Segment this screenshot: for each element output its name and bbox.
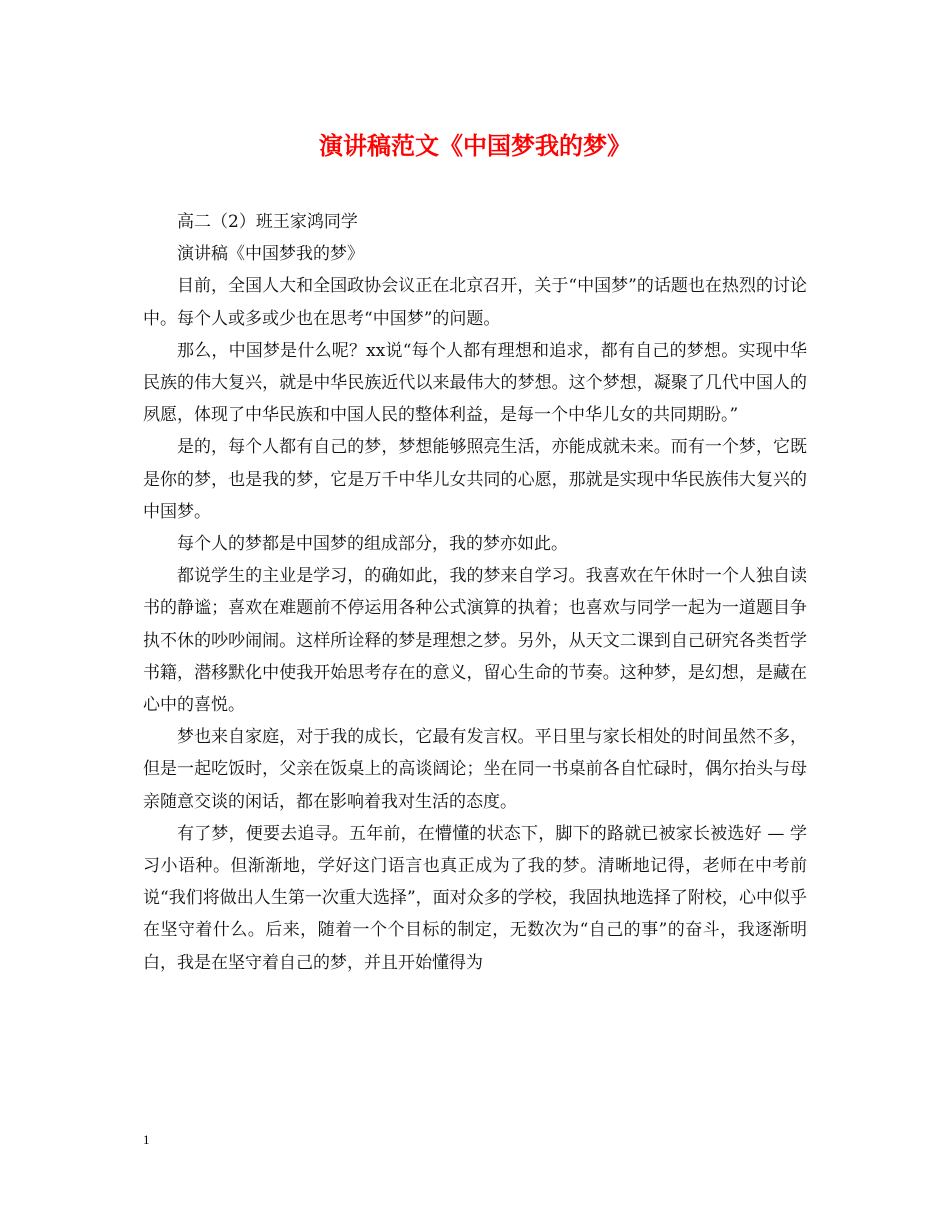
document-body (143, 206, 807, 979)
page-number: 1 (143, 1132, 150, 1147)
paragraph: 目前，全国人大和全国政协会议正在北京召开，关于“中国梦”的话题也在热烈的讨论中。每个人或多或少也在思考“中国梦”的问题。 (143, 276, 807, 329)
paragraph: 每个人的梦都是中国梦的组成部分，我的梦亦如此。 (177, 534, 568, 555)
paragraph: 那么，中国梦是什么呢？xx说“每个人都有理想和追求，都有自己的梦想。实现中华民族的伟大复兴，就是中华民族近代以来最伟大的梦想。这个梦想，凝聚了几代中国人的夙愿，体现了中华民族和中国人民的整体利益，是每一个中华儿女的共同期盼。” (143, 340, 807, 426)
paragraph-subtitle: 演讲稿《中国梦我的梦》 (177, 244, 364, 265)
paragraph: 梦也来自家庭，对于我的成长，它最有发言权。平日里与家长相处的时间虽然不多，但是一起吃饭时，父亲在饭桌上的高谈阔论；坐在同一书桌前各自忙碌时，偶尔抬头与母亲随意交谈的闲话，都在影响着我对生活的态度。 (143, 727, 807, 812)
document-title: 演讲稿范文《中国梦我的梦》 (319, 131, 631, 160)
paragraph: 都说学生的主业是学习，的确如此，我的梦来自学习。我喜欢在午休时一个人独自读书的静谧；喜欢在难题前不停运用各种公式演算的执着；也喜欢与同学一起为一道题目争执不休的吵吵闹闹。这样所诠释的梦是理想之梦。另外，从天文二课到自己研究各类哲学书籍，潜移默化中使我开始思考存在的意义，留心生命的节奏。这种梦，是幻想，是藏在心中的喜悦。 (143, 566, 807, 716)
paragraph: 有了梦，便要去追寻。五年前，在懵懂的状态下，脚下的路就已被家长被选好 — 学习小语种。但渐渐地，学好这门语言也真正成为了我的梦。清晰地记得，老师在中考前说“我们将做出人生第一次重大选择”，面对众多的学校，我固执地选择了附校，心中似乎在坚守着什么。后来，随着一个个目标的制定，无数次为“自己的事”的奋斗，我逐渐明白，我是在坚守着自己的梦，并且开始懂得为 (143, 823, 807, 973)
paragraph: 是的，每个人都有自己的梦，梦想能够照亮生活，亦能成就未来。而有一个梦，它既是你的梦，也是我的梦，它是万千中华儿女共同的心愿，那就是实现中华民族伟大复兴的中国梦。 (143, 437, 807, 522)
paragraph-author: 高二（2）班王家鸿同学 (177, 212, 358, 232)
